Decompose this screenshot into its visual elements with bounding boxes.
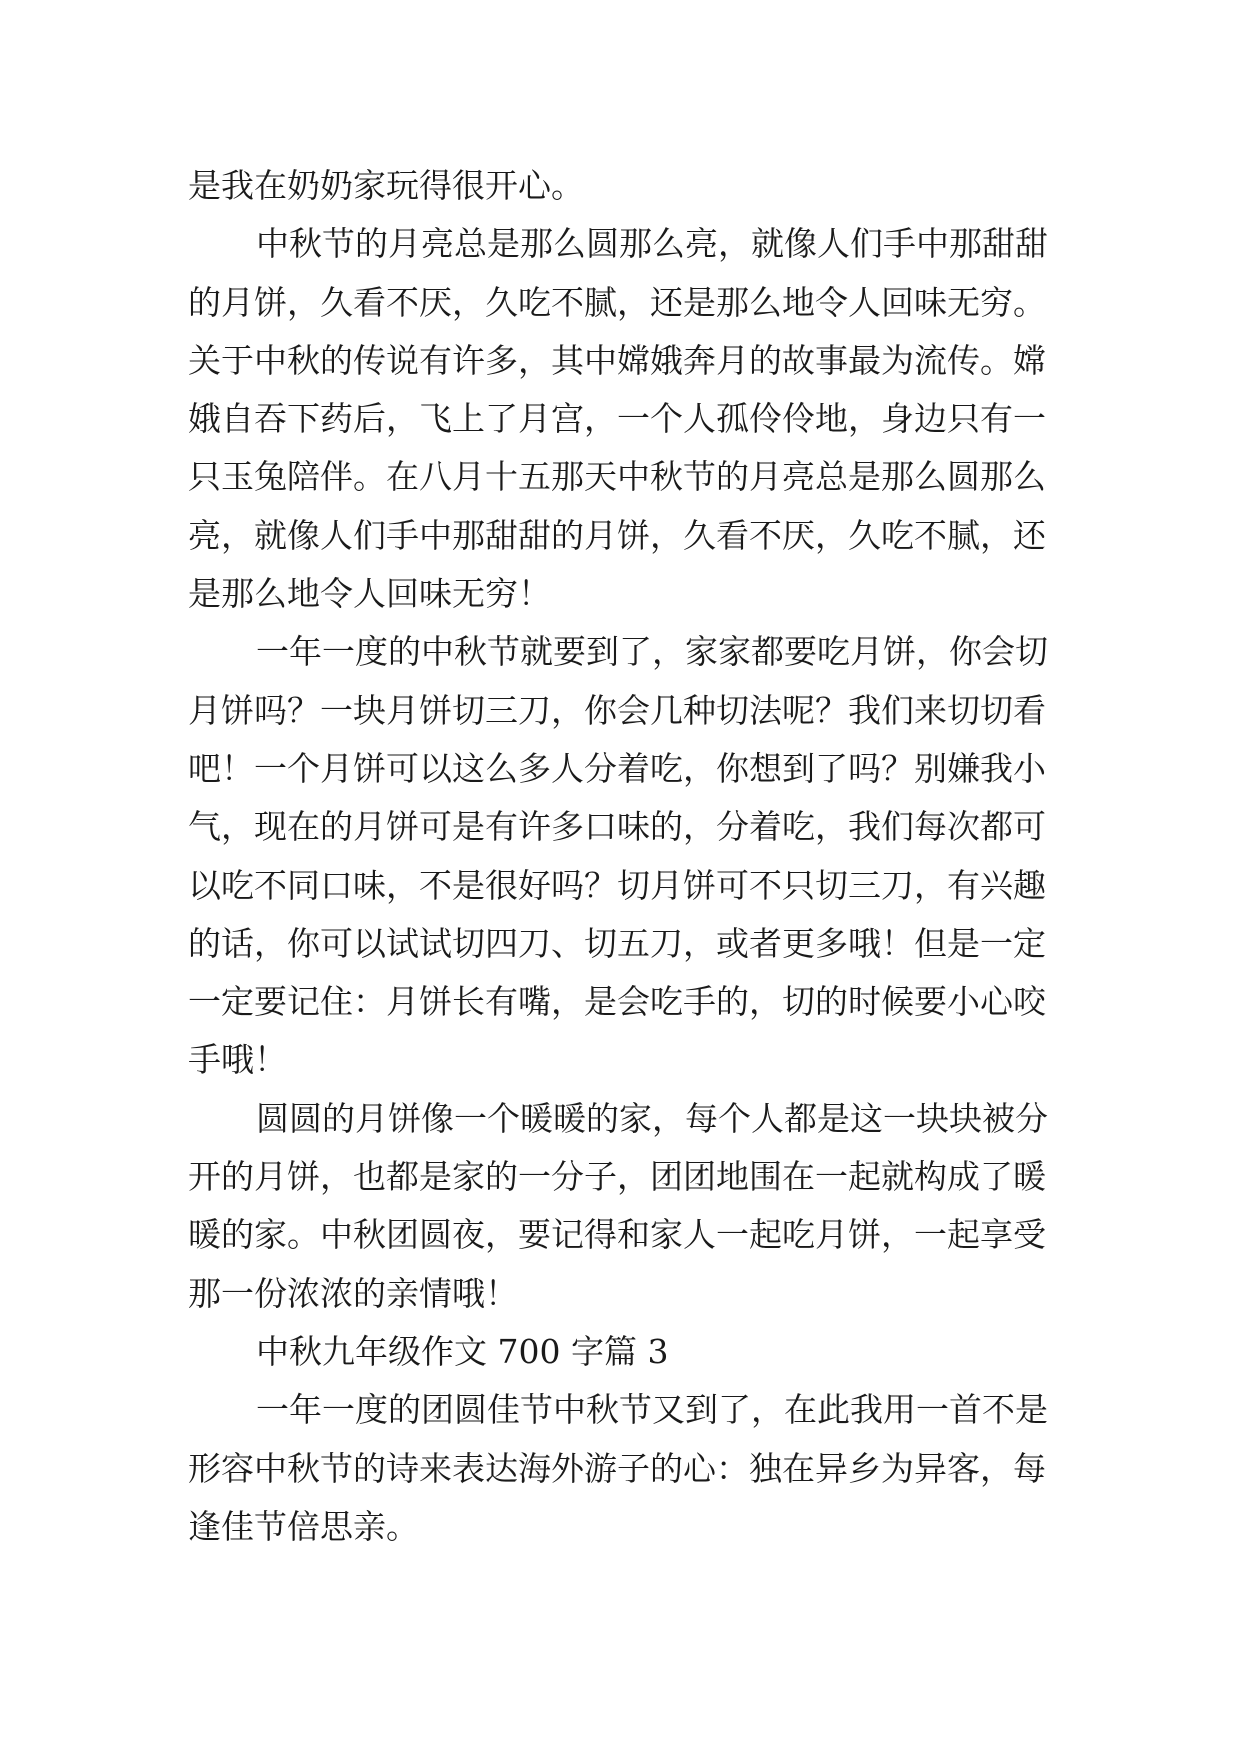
text-line: 是那么地令人回味无穷！	[188, 574, 551, 614]
text-line: 只玉兔陪伴。在八月十五那天中秋节的月亮总是那么圆那么	[188, 457, 1046, 497]
text-line: 娥自吞下药后，飞上了月宫，一个人孤伶伶地，身边只有一	[188, 399, 1046, 439]
text-line: 那一份浓浓的亲情哦！	[188, 1273, 518, 1313]
text-line: 是我在奶奶家玩得很开心。	[188, 166, 584, 205]
text-line: 形容中秋节的诗来表达海外游子的心：独在异乡为异客，每	[188, 1448, 1046, 1488]
text-line: 一定要记住：月饼长有嘴，是会吃手的，切的时候要小心咬	[188, 982, 1046, 1022]
text-line: 的月饼，久看不厌，久吃不腻，还是那么地令人回味无穷。	[188, 282, 1046, 322]
text-line: 气，现在的月饼可是有许多口味的，分着吃，我们每次都可	[188, 807, 1046, 847]
paragraph-start-line: 一年一度的团圆佳节中秋节又到了，在此我用一首不是	[256, 1390, 1048, 1430]
text-line: 逢佳节倍思亲。	[188, 1506, 419, 1546]
text-line: 暖的家。中秋团圆夜，要记得和家人一起吃月饼，一起享受	[188, 1215, 1046, 1255]
text-line: 月饼吗？一块月饼切三刀，你会几种切法呢？我们来切切看	[188, 690, 1046, 730]
text-line: 以吃不同口味，不是很好吗？切月饼可不只切三刀，有兴趣	[188, 865, 1046, 905]
text-line: 关于中秋的传说有许多，其中嫦娥奔月的故事最为流传。嫦	[188, 340, 1046, 380]
text-line: 手哦！	[188, 1040, 287, 1080]
text-line: 开的月饼，也都是家的一分子，团团地围在一起就构成了暖	[188, 1157, 1046, 1197]
text-line: 吧！一个月饼可以这么多人分着吃，你想到了吗？别嫌我小	[188, 748, 1046, 788]
section-heading: 中秋九年级作文 700 字篇 3	[256, 1331, 669, 1371]
essay-body	[188, 157, 1068, 1556]
paragraph-start-line: 一年一度的中秋节就要到了，家家都要吃月饼，你会切	[256, 632, 1048, 672]
text-line: 的话，你可以试试切四刀、切五刀，或者更多哦！但是一定	[188, 923, 1046, 963]
paragraph-start-line: 中秋节的月亮总是那么圆那么亮，就像人们手中那甜甜	[256, 224, 1048, 264]
text-line: 亮，就像人们手中那甜甜的月饼，久看不厌，久吃不腻，还	[188, 515, 1046, 555]
paragraph-start-line: 圆圆的月饼像一个暖暖的家，每个人都是这一块块被分	[256, 1098, 1048, 1138]
